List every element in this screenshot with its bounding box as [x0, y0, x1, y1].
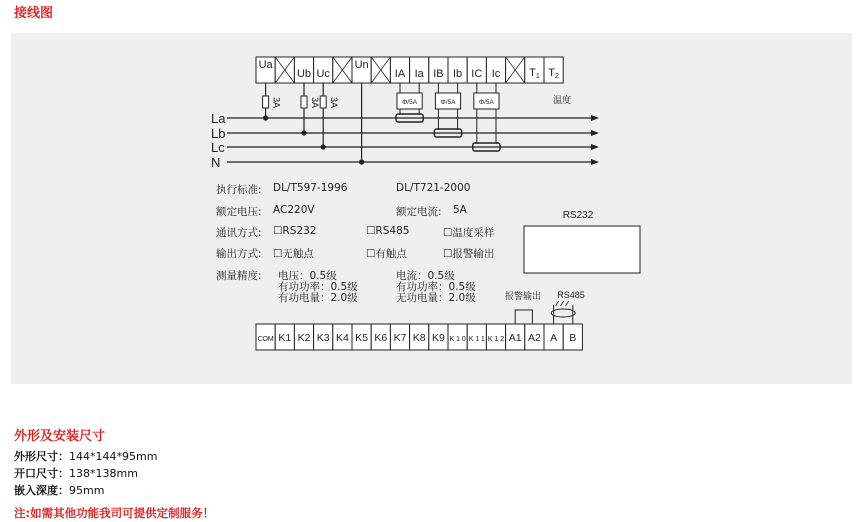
bottom-terminal-label-b: B [569, 332, 577, 344]
twisted-pair-icon [551, 309, 575, 317]
checkbox-icon: ☐ [273, 225, 283, 237]
terminal-label-ic: IC [471, 68, 483, 80]
checkbox-icon: ☐ [366, 225, 376, 237]
accuracy-active-power-2: 有功功率：0.5级 [396, 281, 476, 293]
accuracy-active-energy: 有功电量：2.0级 [278, 292, 358, 304]
arrow-icon [591, 130, 599, 136]
line-label-la: La [211, 111, 226, 126]
accuracy-current: 电流：0.5级 [396, 270, 455, 282]
standard-1: DL/T597-1996 [273, 182, 348, 194]
ct-label-ia: Φ/5A [402, 99, 418, 106]
fuse-label-ua: 3A [271, 97, 282, 109]
fuse-icon [320, 96, 326, 108]
bottom-terminal-label-a: A [550, 332, 558, 344]
accuracy-active-power: 有功功率：0.5级 [278, 281, 358, 293]
bottom-terminal-label-k9: K9 [431, 332, 445, 344]
terminal-label-ic: Ic [491, 68, 501, 80]
rs232-box [524, 226, 640, 273]
terminal-label-un: Un [354, 59, 369, 71]
checkbox-icon: ☐ [443, 248, 453, 260]
rated-voltage-label: 额定电压: [216, 206, 262, 218]
rated-voltage-value: AC220V [273, 204, 315, 216]
junction-dot [321, 144, 326, 149]
junction-dot [359, 159, 364, 164]
rated-current-value: 5A [453, 204, 467, 216]
checkbox-icon: ☐ [273, 248, 283, 260]
arrow-icon [591, 159, 599, 165]
terminal-label-t1: T1 [529, 67, 540, 80]
outline-size: 外形尺寸：144*144*95mm [14, 450, 158, 463]
rs232-box-label: RS232 [562, 210, 594, 221]
line-label-lc: Lc [211, 140, 225, 155]
alarm-output-label: 报警输出 [504, 291, 542, 301]
fuse-label-ub: 3A [310, 97, 320, 109]
fuse-label-uc: 3A [329, 97, 340, 109]
arrow-icon [591, 144, 599, 150]
wiring-diagram-title: 接线图 [14, 6, 54, 21]
terminal-label-t2: T2 [548, 67, 559, 80]
alarm-relay-icon [515, 310, 532, 324]
terminal-label-ib: Ib [453, 68, 463, 80]
accuracy-voltage: 电压：0.5级 [278, 270, 337, 282]
bottom-terminal-label-k10: K10 [449, 334, 466, 343]
bottom-terminal-label-a1: A1 [508, 332, 522, 344]
comm-option-temp: ☐温度采样 [443, 227, 495, 239]
terminal-label-uc: Uc [316, 68, 330, 80]
bottom-terminal-label-a2: A2 [527, 332, 541, 344]
ct-label-ib: Φ/5A [440, 99, 456, 106]
comm-option-rs485: ☐RS485 [366, 225, 410, 237]
junction-dot [301, 130, 306, 135]
terminal-label-ia: Ia [414, 68, 424, 80]
standard-2: DL/T721-2000 [396, 182, 471, 194]
bottom-terminal-label-k8: K8 [412, 332, 426, 344]
wiring-diagram-panel [11, 33, 852, 384]
standard-label: 执行标准: [216, 184, 262, 196]
line-label-n: N [211, 155, 221, 170]
terminal-label-ub: Ub [296, 68, 312, 80]
bottom-terminal-label-k5: K5 [355, 332, 369, 344]
bottom-terminal-label-com: COM [257, 334, 274, 343]
bottom-terminal-label-k4: K4 [335, 332, 349, 344]
dimensions-title: 外形及安装尺寸 [14, 429, 106, 444]
line-label-lb: Lb [211, 126, 226, 141]
bottom-terminal-label-k6: K6 [374, 332, 388, 344]
checkbox-icon: ☐ [443, 227, 453, 239]
terminal-label-ua: Ua [258, 59, 273, 71]
comm-label: 通讯方式: [216, 227, 262, 239]
fuse-icon [263, 96, 269, 108]
bottom-terminal-label-k2: K2 [297, 332, 311, 344]
bottom-terminal-label-k11: K11 [468, 334, 485, 343]
comm-option-rs232: ☐RS232 [273, 225, 317, 237]
output-option-contact: ☐有触点 [366, 248, 407, 260]
fuse-icon [301, 96, 307, 108]
accuracy-reactive-energy: 无功电量：2.0级 [396, 292, 476, 304]
rs485-label: RS485 [557, 290, 585, 300]
shield-hatch-icon [556, 301, 559, 306]
output-option-contactless: ☐无触点 [273, 248, 314, 260]
bottom-terminal-label-k12: K12 [487, 334, 505, 343]
ct-label-ic: Φ/5A [478, 99, 494, 106]
output-option-alarm: ☐报警输出 [443, 248, 495, 260]
junction-dot [263, 115, 268, 120]
cutout-size: 开口尺寸：138*138mm [14, 467, 138, 480]
accuracy-label: 测量精度: [216, 270, 262, 282]
terminal-label-ib: IB [433, 68, 444, 80]
bottom-terminal-label-k1: K1 [278, 332, 292, 344]
rated-current-label: 额定电流: [396, 206, 442, 218]
shield-hatch-icon [566, 301, 569, 306]
bottom-terminal-label-k3: K3 [316, 332, 330, 344]
bottom-terminal-label-k7: K7 [393, 332, 407, 344]
terminal-label-ia: IA [394, 68, 406, 80]
checkbox-icon: ☐ [366, 248, 376, 260]
embed-depth: 嵌入深度：95mm [14, 484, 105, 497]
arrow-icon [591, 115, 599, 121]
custom-service-note: 注:如需其他功能我司可提供定制服务！ [14, 506, 215, 520]
output-label: 输出方式: [216, 248, 262, 260]
shield-hatch-icon [561, 301, 564, 306]
temperature-label: 温度 [552, 95, 572, 105]
